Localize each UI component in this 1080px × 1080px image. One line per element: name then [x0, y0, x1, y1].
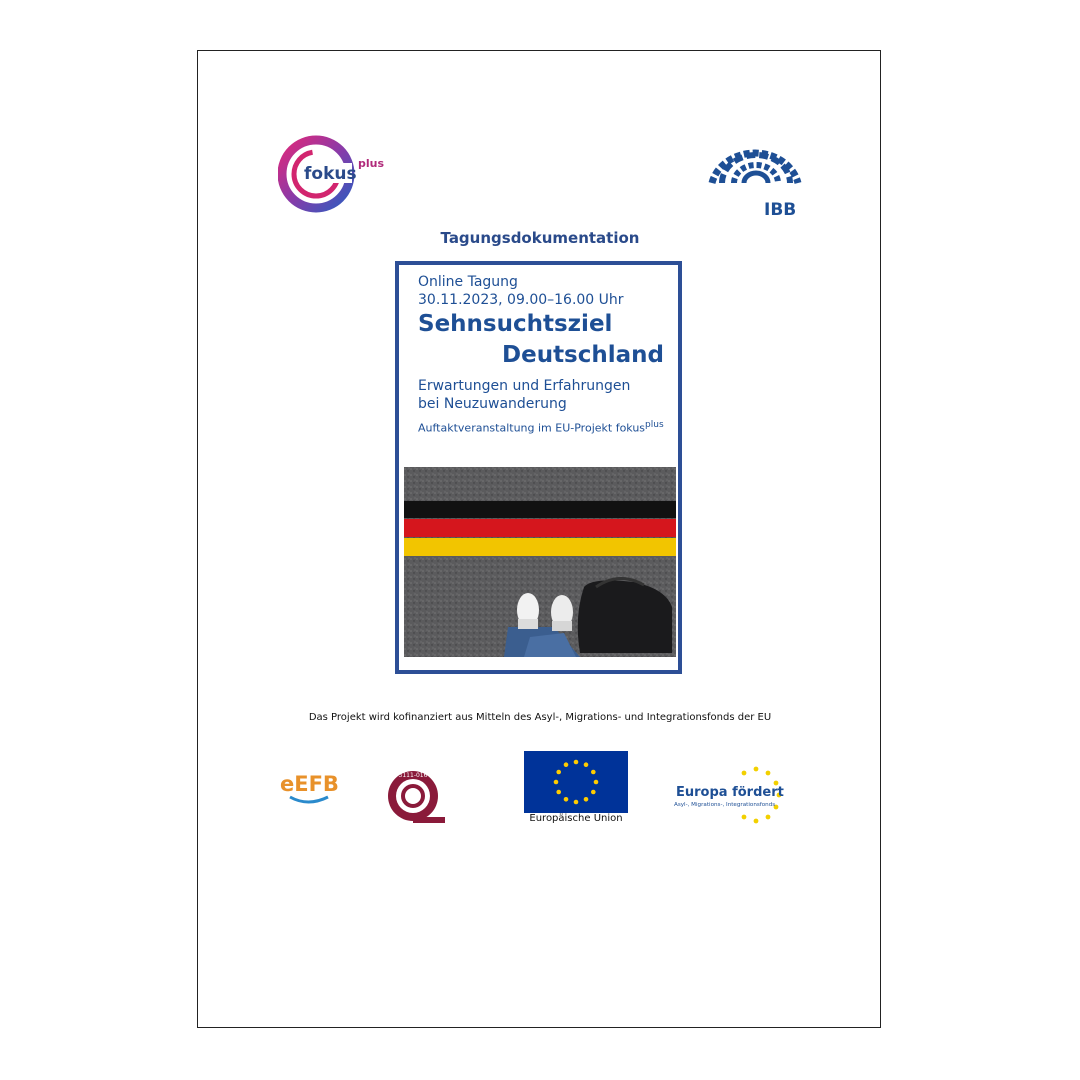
eefb-text: eEFB: [280, 772, 339, 796]
fokus-plus-logo: [278, 133, 393, 215]
fokus-word: fokus: [304, 164, 357, 184]
poster-event-line: [418, 417, 664, 437]
poster-subtitle-line2: bei Neuzuwanderung: [418, 396, 567, 412]
document-page: [197, 50, 881, 1028]
eu-caption: Europäische Union: [529, 813, 623, 824]
funding-note: Das Projekt wird kofinanziert aus Mitteln des Asyl-, Migrations- und Integrationsfonds der EU: [308, 712, 772, 723]
q-seal-text: 3111-016: [398, 772, 428, 779]
europa-foerdert-sub: Asyl-, Migrations-, Integrationsfonds: [674, 802, 776, 808]
poster-kicker: Online Tagung: [418, 274, 518, 290]
flag-stripe-black: [404, 501, 676, 518]
ibb-logo: [706, 141, 806, 221]
event-poster: [395, 261, 682, 674]
flag-stripe-red: [404, 519, 676, 537]
flag-stripe-gold: [404, 538, 676, 556]
europa-foerdert-title: Europa fördert: [676, 785, 784, 800]
poster-title-line1: Sehnsuchtsziel: [418, 311, 613, 337]
poster-event-sup: plus: [645, 420, 664, 430]
ibb-text: IBB: [764, 200, 797, 220]
poster-text-block: [418, 273, 664, 437]
europa-foerdert-logo: [670, 761, 794, 831]
poster-photo: [404, 467, 676, 657]
eefb-logo: [278, 763, 348, 808]
poster-title-line2: Deutschland: [502, 342, 664, 368]
poster-event-text: Auftaktveranstaltung im EU-Projekt fokus: [418, 421, 646, 435]
document-title: Tagungsdokumentation: [440, 229, 640, 247]
poster-subtitle-line1: Erwartungen und Erfahrungen: [418, 378, 631, 394]
fokus-sup: plus: [358, 157, 385, 170]
quality-seal-logo: [386, 769, 448, 825]
poster-date: 30.11.2023, 09.00–16.00 Uhr: [418, 292, 624, 308]
